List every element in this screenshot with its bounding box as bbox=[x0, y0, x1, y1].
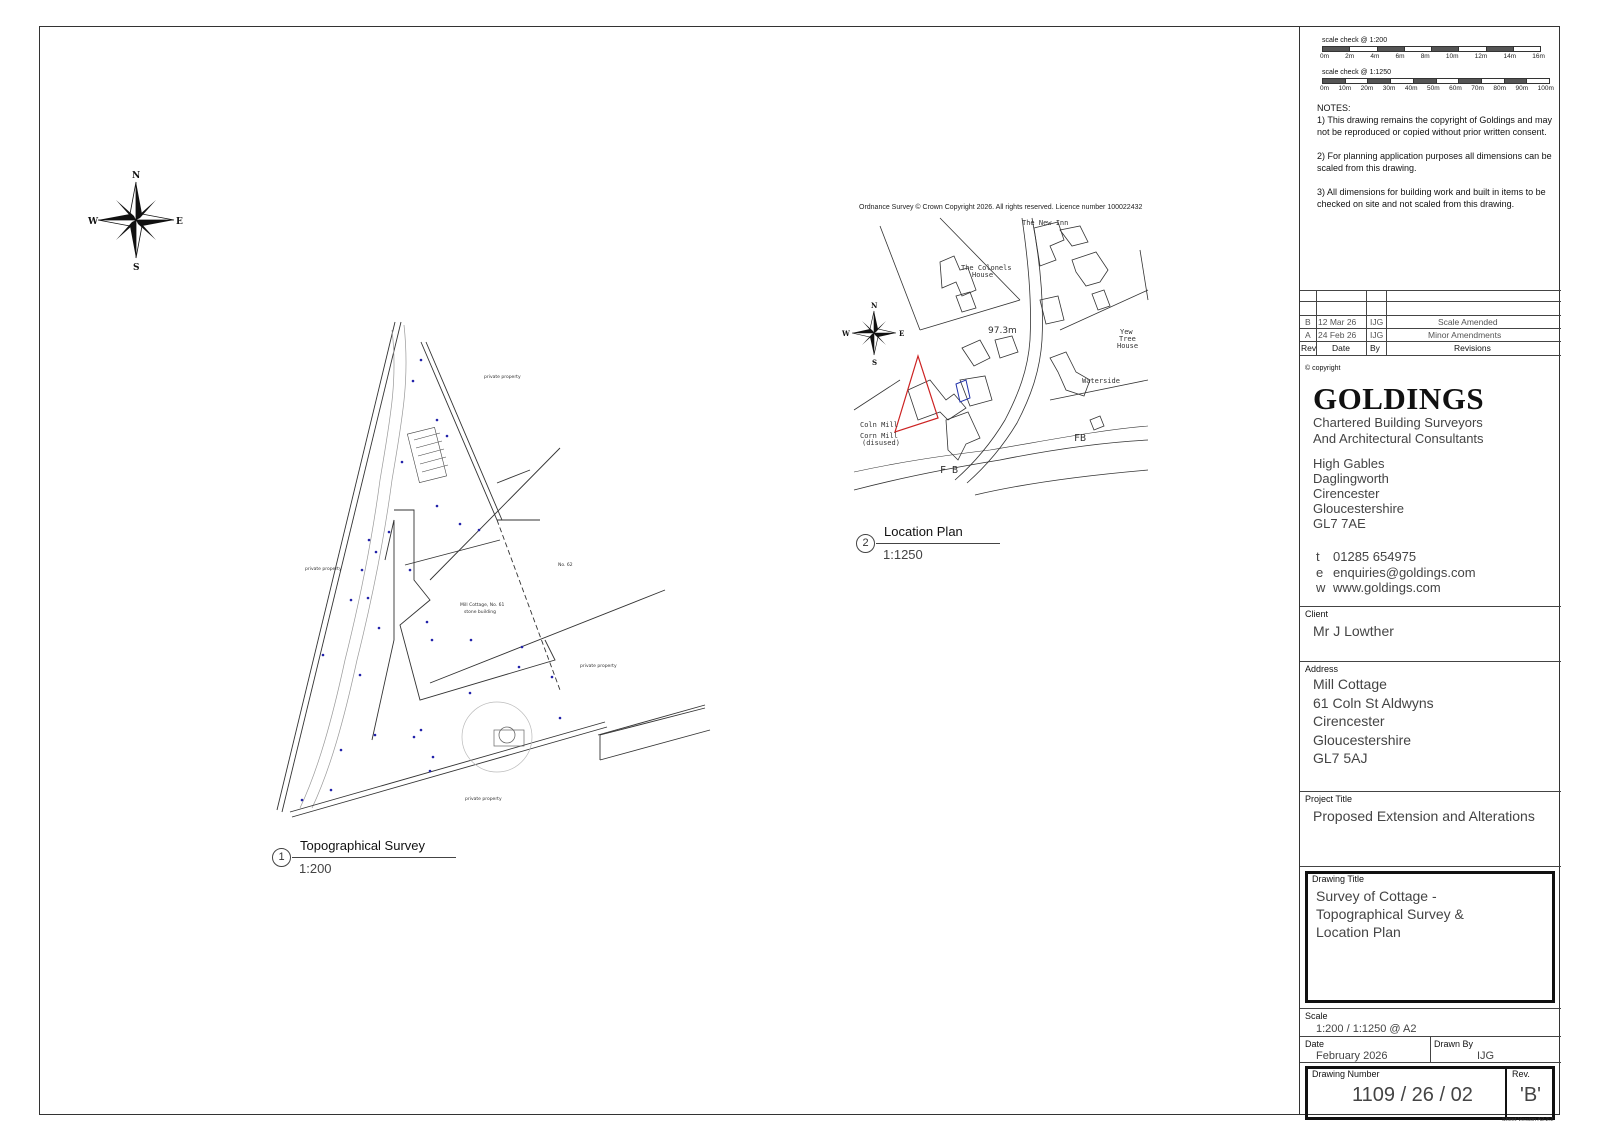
location-plan-copyright: Ordnance Survey © Crown Copyright 2026. All rights reserved. Licence number 100022432 bbox=[859, 204, 1143, 211]
fb-label-1: FB bbox=[1074, 433, 1087, 444]
rev-header-date: Date bbox=[1332, 343, 1350, 353]
drawing-title-box bbox=[1305, 871, 1555, 1003]
date-value: February 2026 bbox=[1316, 1050, 1388, 1062]
compass2-s-label: S bbox=[872, 358, 878, 367]
client-name: Mr J Lowther bbox=[1313, 623, 1394, 639]
mill-cottage-label: Mill Cottage, No. 61 bbox=[460, 603, 505, 608]
drawing-title-line-1: Survey of Cottage - bbox=[1316, 888, 1437, 904]
scale-label: Scale bbox=[1305, 1011, 1328, 1021]
company-address-1: High Gables bbox=[1313, 456, 1385, 471]
scale-check-1250-label: scale check @ 1:1250 bbox=[1322, 69, 1391, 76]
email-key: e bbox=[1316, 565, 1324, 580]
private-property-label-2: private property bbox=[484, 375, 521, 380]
site-address-label: Address bbox=[1305, 664, 1339, 674]
view-1-scale: 1:200 bbox=[299, 861, 332, 876]
compass-s-label: S bbox=[133, 263, 140, 273]
company-logo: GOLDINGS bbox=[1313, 381, 1485, 416]
compass-rose-location bbox=[841, 301, 904, 367]
scale-value: 1:200 / 1:1250 @ A2 bbox=[1316, 1023, 1417, 1035]
rev-value: 'B' bbox=[1520, 1084, 1541, 1106]
compass-rose-main bbox=[87, 171, 183, 273]
site-address-5: GL7 5AJ bbox=[1313, 750, 1368, 766]
scale-bar-200-ticks: 0m 2m 4m 6m 8m 10m 12m 14m 16m bbox=[1320, 53, 1545, 60]
note-1: 1) This drawing remains the copyright of Goldings and may not be reproduced or copied without prior written consent. bbox=[1317, 115, 1552, 137]
new-inn-label: The New Inn bbox=[1022, 219, 1069, 227]
drawn-by-label: Drawn By bbox=[1434, 1039, 1474, 1049]
revision-row-b bbox=[1300, 316, 1561, 329]
phone-key: t bbox=[1316, 549, 1320, 564]
view-2-underline bbox=[876, 543, 1000, 544]
compass2-n-label: N bbox=[871, 301, 878, 310]
revision-a-rev: A bbox=[1305, 330, 1311, 340]
drawing-number-box bbox=[1305, 1066, 1555, 1120]
spot-height-label: 97.3m bbox=[988, 326, 1017, 336]
company-email: enquiries@goldings.com bbox=[1333, 565, 1476, 580]
no62-label: No. 62 bbox=[558, 563, 573, 568]
drawing-title-label: Drawing Title bbox=[1312, 874, 1365, 884]
private-property-label-3: private property bbox=[580, 664, 617, 669]
yew-tree-label-2: Tree bbox=[1119, 335, 1136, 343]
scale-check-200-label: scale check @ 1:200 bbox=[1322, 37, 1388, 44]
copyright-label: © copyright bbox=[1305, 365, 1341, 372]
company-web: www.goldings.com bbox=[1333, 580, 1441, 595]
revision-b-date: 12 Mar 26 bbox=[1318, 317, 1357, 327]
revision-b-rev: B bbox=[1305, 317, 1311, 327]
site-address-2: 61 Coln St Aldwyns bbox=[1313, 695, 1434, 711]
yew-tree-label-1: Yew bbox=[1120, 328, 1133, 336]
compass-n-label: N bbox=[132, 171, 141, 181]
view-2-title: Location Plan bbox=[884, 524, 963, 539]
compass-e-label: E bbox=[176, 217, 183, 227]
drawing-notes bbox=[1317, 102, 1557, 222]
view-1-number: 1 bbox=[272, 848, 291, 867]
scale-bar-1250-ticks: 0m 10m 20m 30m 40m 50m 60m 70m 80m 90m 100m bbox=[1320, 85, 1554, 92]
fb-label-2: F B bbox=[940, 465, 959, 476]
view-2-scale: 1:1250 bbox=[883, 547, 923, 562]
drawn-by-value: IJG bbox=[1477, 1050, 1495, 1062]
revision-row-a bbox=[1300, 329, 1561, 342]
scale-bar-1250 bbox=[1322, 78, 1550, 84]
company-address-4: Gloucestershire bbox=[1313, 501, 1405, 516]
revision-b-desc: Scale Amended bbox=[1438, 317, 1498, 327]
site-boundary-red bbox=[895, 356, 938, 432]
drawing-title-line-3: Location Plan bbox=[1316, 924, 1401, 940]
waterside-label: Waterside bbox=[1082, 377, 1120, 385]
note-3: 3) All dimensions for building work and built in items to be checked on site and not scaled from this drawing. bbox=[1317, 187, 1546, 209]
notes-heading: NOTES: bbox=[1317, 103, 1351, 113]
site-address-3: Cirencester bbox=[1313, 713, 1385, 729]
topographical-survey-drawing bbox=[277, 322, 710, 817]
corn-mill-label-1: Corn Mill bbox=[860, 432, 898, 440]
private-property-label-1: private property bbox=[305, 567, 342, 572]
rev-header-rev: Rev bbox=[1301, 343, 1317, 353]
drawing-title-line-2: Topographical Survey & bbox=[1316, 906, 1464, 922]
rev-header-desc: Revisions bbox=[1454, 343, 1491, 353]
revision-a-date: 24 Feb 26 bbox=[1318, 330, 1357, 340]
revision-a-by: IJG bbox=[1370, 330, 1384, 340]
colonels-house-label-1: The Colonels bbox=[961, 264, 1012, 272]
location-map-labels bbox=[860, 219, 1138, 476]
view-1-title: Topographical Survey bbox=[300, 838, 426, 853]
stone-building-label: stone building bbox=[464, 610, 496, 615]
site-address-1: Mill Cottage bbox=[1313, 676, 1387, 692]
yew-tree-label-3: House bbox=[1117, 342, 1139, 350]
coln-mill-label: Coln Mill bbox=[860, 421, 898, 429]
revision-b-by: IJG bbox=[1370, 317, 1384, 327]
client-label: Client bbox=[1305, 609, 1329, 619]
sheet-version: Sheet Version A2.2.2 bbox=[1502, 1117, 1554, 1123]
revision-header-row bbox=[1300, 342, 1561, 355]
note-2: 2) For planning application purposes all dimensions can be scaled from this drawing. bbox=[1317, 151, 1552, 173]
rev-header-by: By bbox=[1370, 343, 1380, 353]
scale-bar-200 bbox=[1322, 46, 1541, 52]
title-block bbox=[1299, 26, 1560, 1115]
project-title: Proposed Extension and Alterations bbox=[1313, 808, 1535, 824]
compass2-w-label: W bbox=[842, 329, 850, 338]
company-address-2: Daglingworth bbox=[1313, 471, 1389, 486]
company-phone: 01285 654975 bbox=[1333, 549, 1417, 564]
compass-w-label: W bbox=[88, 217, 99, 227]
view-2-number: 2 bbox=[856, 534, 875, 553]
date-label: Date bbox=[1305, 1039, 1325, 1049]
compass2-e-label: E bbox=[899, 329, 905, 338]
company-tagline-2: And Architectural Consultants bbox=[1313, 431, 1484, 446]
view-1-underline bbox=[292, 857, 456, 858]
colonels-house-label-2: House bbox=[972, 271, 994, 279]
rev-label: Rev. bbox=[1512, 1069, 1530, 1079]
drawing-number-label: Drawing Number bbox=[1312, 1069, 1380, 1079]
revision-a-desc: Minor Amendments bbox=[1428, 330, 1502, 340]
company-address-5: GL7 7AE bbox=[1313, 516, 1366, 531]
survey-level-points bbox=[301, 359, 562, 802]
project-title-label: Project Title bbox=[1305, 794, 1353, 804]
company-tagline-1: Chartered Building Surveyors bbox=[1313, 415, 1483, 430]
private-property-label-4: private property bbox=[465, 797, 502, 802]
location-plan-map bbox=[854, 218, 1148, 495]
site-address-4: Gloucestershire bbox=[1313, 732, 1412, 748]
drawing-number-value: 1109 / 26 / 02 bbox=[1352, 1084, 1473, 1106]
web-key: w bbox=[1316, 580, 1326, 595]
company-address-3: Cirencester bbox=[1313, 486, 1380, 501]
corn-mill-label-2: (disused) bbox=[862, 439, 900, 447]
